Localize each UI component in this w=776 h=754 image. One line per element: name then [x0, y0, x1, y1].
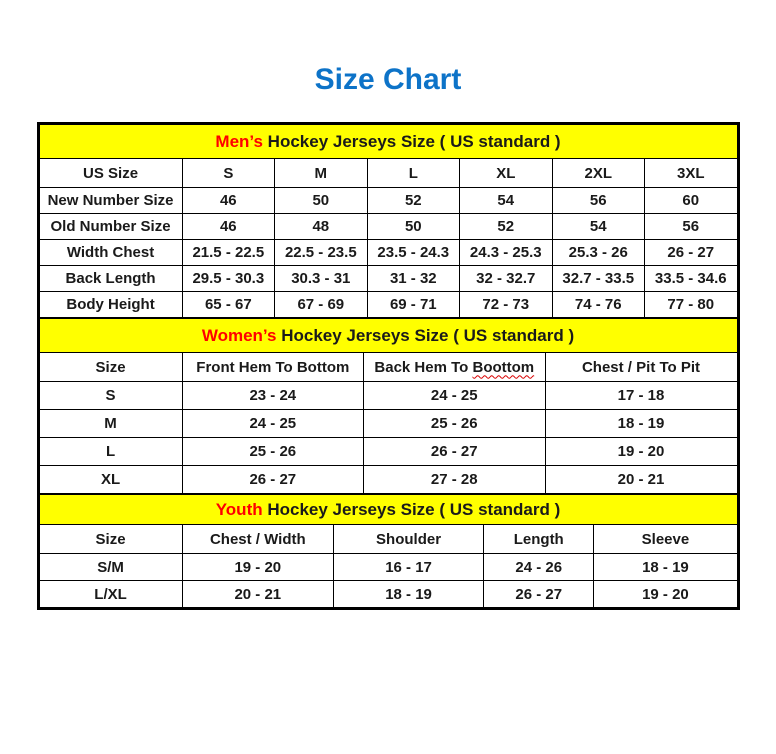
table-row — [39, 581, 737, 608]
misspelled-word: Boottom — [472, 358, 535, 376]
row-label: L/XL — [39, 581, 182, 608]
cell-value: 56 — [645, 214, 738, 240]
womens-col-header: Front Hem To Bottom — [182, 353, 363, 382]
mens-section-header — [39, 125, 737, 159]
cell-value: 77 - 80 — [645, 292, 738, 318]
cell-value: 54 — [552, 214, 644, 240]
cell-value: 17 - 18 — [545, 382, 737, 410]
table-row — [39, 438, 737, 466]
womens-section-highlight: Women’s — [201, 325, 277, 345]
womens-header-row — [39, 353, 737, 382]
table-row — [39, 554, 737, 581]
youth-section-highlight: Youth — [215, 499, 263, 519]
cell-value: 16 - 17 — [334, 554, 484, 581]
mens-col-header: S — [182, 159, 274, 188]
table-row — [39, 382, 737, 410]
cell-value: 18 - 19 — [594, 554, 737, 581]
cell-value: 22.5 - 23.5 — [275, 240, 367, 266]
cell-value: 69 - 71 — [367, 292, 459, 318]
cell-value: 20 - 21 — [182, 581, 333, 608]
row-label: Old Number Size — [39, 214, 182, 240]
youth-col-header: Sleeve — [594, 525, 737, 554]
cell-value: 52 — [460, 214, 552, 240]
table-row — [39, 466, 737, 494]
cell-value: 33.5 - 34.6 — [645, 266, 738, 292]
table-row — [39, 292, 737, 318]
womens-col-header: Size — [39, 353, 182, 382]
cell-value: 27 - 28 — [364, 466, 545, 494]
row-label: Body Height — [39, 292, 182, 318]
cell-value: 26 - 27 — [182, 466, 363, 494]
cell-value: 23.5 - 24.3 — [367, 240, 459, 266]
mens-col-header: US Size — [39, 159, 182, 188]
cell-value: 48 — [275, 214, 367, 240]
cell-value: 32.7 - 33.5 — [552, 266, 644, 292]
youth-col-header: Shoulder — [334, 525, 484, 554]
table-row — [39, 214, 737, 240]
cell-value: 25 - 26 — [182, 438, 363, 466]
mens-section-title-rest: Hockey Jerseys Size ( US standard ) — [262, 131, 561, 151]
cell-value: 30.3 - 31 — [275, 266, 367, 292]
row-label: Back Length — [39, 266, 182, 292]
womens-col-header-text: Back Hem To — [374, 358, 473, 376]
youth-size-table — [39, 494, 738, 608]
cell-value: 54 — [460, 188, 552, 214]
cell-value: 19 - 20 — [545, 438, 737, 466]
womens-col-header: Chest / Pit To Pit — [545, 353, 737, 382]
womens-section-header — [39, 319, 737, 353]
size-chart-container — [37, 122, 740, 610]
youth-section-title-rest: Hockey Jerseys Size ( US standard ) — [262, 499, 561, 519]
page-title: Size Chart — [314, 63, 462, 96]
cell-value: 24 - 25 — [182, 410, 363, 438]
youth-col-header: Size — [39, 525, 182, 554]
table-row — [39, 188, 737, 214]
mens-col-header: M — [275, 159, 367, 188]
womens-size-table — [39, 318, 738, 494]
cell-value: 74 - 76 — [552, 292, 644, 318]
youth-section-header — [39, 495, 737, 525]
womens-col-header — [364, 353, 545, 382]
mens-header-row — [39, 159, 737, 188]
cell-value: 56 — [552, 188, 644, 214]
cell-value: 23 - 24 — [182, 382, 363, 410]
cell-value: 72 - 73 — [460, 292, 552, 318]
cell-value: 18 - 19 — [334, 581, 484, 608]
mens-col-header: 3XL — [645, 159, 738, 188]
cell-value: 50 — [367, 214, 459, 240]
cell-value: 25 - 26 — [364, 410, 545, 438]
mens-col-header: 2XL — [552, 159, 644, 188]
mens-size-table — [39, 124, 738, 318]
mens-col-header: L — [367, 159, 459, 188]
cell-value: 21.5 - 22.5 — [182, 240, 274, 266]
row-label: S — [39, 382, 182, 410]
cell-value: 19 - 20 — [182, 554, 333, 581]
cell-value: 67 - 69 — [275, 292, 367, 318]
womens-section-title-rest: Hockey Jerseys Size ( US standard ) — [276, 325, 575, 345]
row-label: New Number Size — [39, 188, 182, 214]
cell-value: 18 - 19 — [545, 410, 737, 438]
mens-col-header: XL — [460, 159, 552, 188]
cell-value: 26 - 27 — [645, 240, 738, 266]
cell-value: 60 — [645, 188, 738, 214]
cell-value: 24 - 25 — [364, 382, 545, 410]
table-row — [39, 240, 737, 266]
cell-value: 24.3 - 25.3 — [460, 240, 552, 266]
row-label: S/M — [39, 554, 182, 581]
row-label: Width Chest — [39, 240, 182, 266]
cell-value: 50 — [275, 188, 367, 214]
table-row — [39, 410, 737, 438]
cell-value: 32 - 32.7 — [460, 266, 552, 292]
cell-value: 26 - 27 — [484, 581, 594, 608]
cell-value: 52 — [367, 188, 459, 214]
cell-value: 19 - 20 — [594, 581, 737, 608]
cell-value: 20 - 21 — [545, 466, 737, 494]
cell-value: 29.5 - 30.3 — [182, 266, 274, 292]
mens-section-highlight: Men’s — [215, 131, 263, 151]
cell-value: 65 - 67 — [182, 292, 274, 318]
cell-value: 25.3 - 26 — [552, 240, 644, 266]
youth-col-header: Length — [484, 525, 594, 554]
cell-value: 46 — [182, 188, 274, 214]
youth-col-header: Chest / Width — [182, 525, 333, 554]
cell-value: 46 — [182, 214, 274, 240]
cell-value: 31 - 32 — [367, 266, 459, 292]
table-row — [39, 266, 737, 292]
youth-header-row — [39, 525, 737, 554]
cell-value: 26 - 27 — [364, 438, 545, 466]
row-label: L — [39, 438, 182, 466]
row-label: M — [39, 410, 182, 438]
cell-value: 24 - 26 — [484, 554, 594, 581]
row-label: XL — [39, 466, 182, 494]
